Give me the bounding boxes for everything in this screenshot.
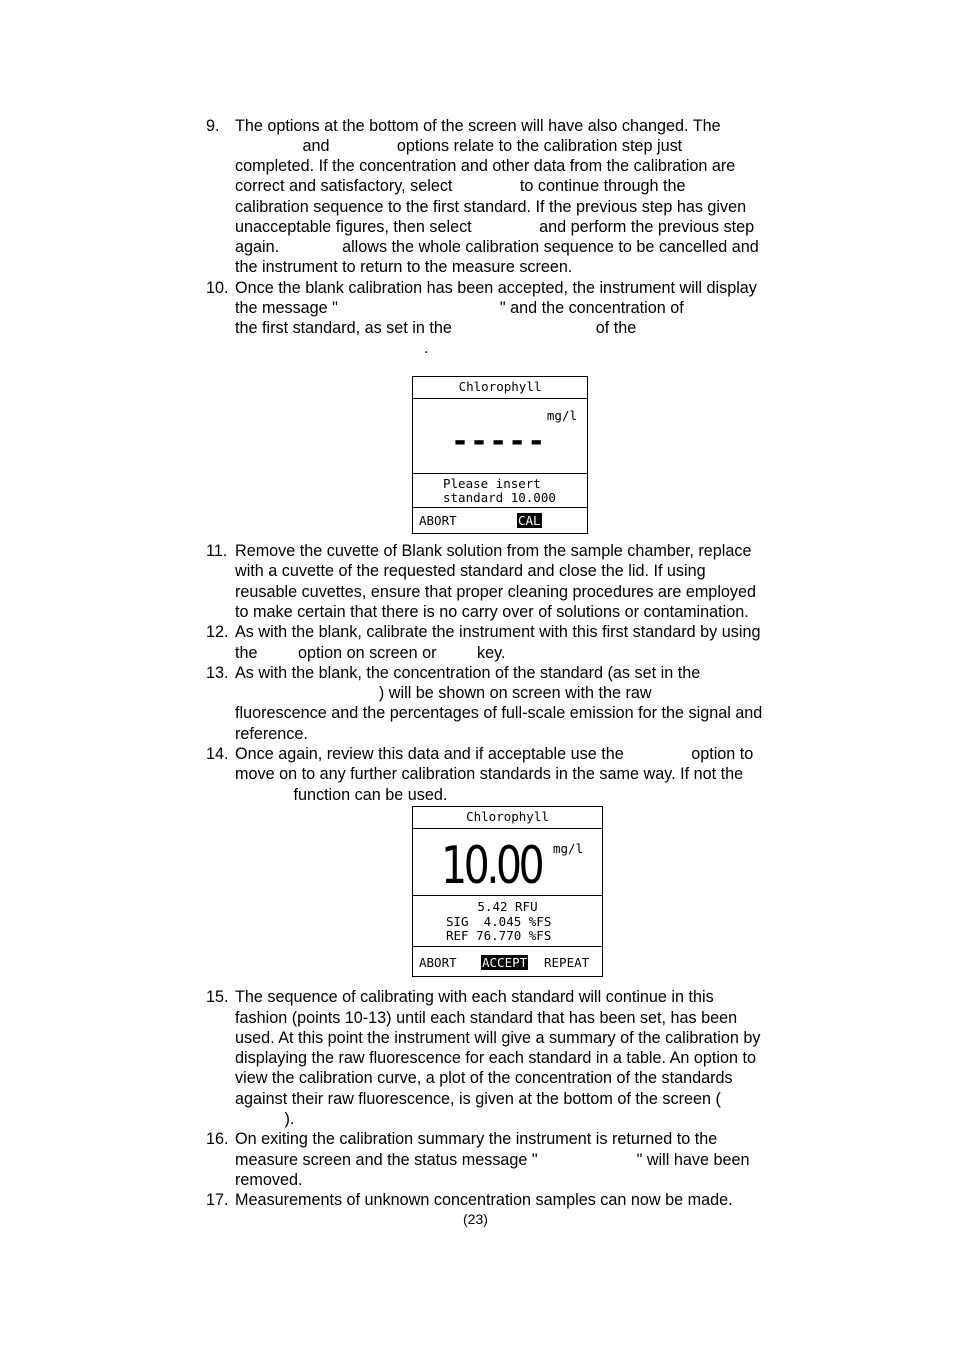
- lcd-screen-insert-standard: [412, 376, 588, 534]
- paragraph-line: again. allows the whole calibration sequence to be cancelled and: [235, 238, 759, 256]
- lcd-softkey-bar: [413, 508, 587, 532]
- item-number: 9.: [206, 117, 220, 135]
- paragraph-line: the instrument to return to the measure screen.: [235, 258, 573, 276]
- paragraph-line: Once the blank calibration has been accepted, the instrument will display: [235, 279, 757, 297]
- paragraph-line: reusable cuvettes, ensure that proper cleaning procedures are employed: [235, 583, 757, 601]
- lcd-value: -----: [451, 424, 547, 459]
- lcd-message: standard 10.000: [443, 490, 556, 505]
- paragraph-line: reference.: [235, 725, 308, 743]
- lcd-unit: mg/l: [553, 841, 584, 856]
- paragraph-line: the option on screen or key.: [235, 644, 506, 662]
- lcd-title-bar: [413, 807, 602, 829]
- lcd-reading-area: [413, 829, 602, 896]
- paragraph-line: The options at the bottom of the screen will have also changed. The: [235, 117, 721, 135]
- item-number: 17.: [206, 1191, 229, 1209]
- page-number: (23): [463, 1211, 488, 1227]
- softkey-cal-label: CAL: [518, 513, 541, 528]
- lcd-signal: SIG 4.045 %FS: [446, 914, 552, 929]
- item-number: 13.: [206, 664, 229, 682]
- paragraph-line: As with the blank, the concentration of the standard (as set in the: [235, 664, 701, 682]
- paragraph-line: fluorescence and the percentages of full-scale emission for the signal and: [235, 704, 763, 722]
- paragraph-line: Remove the cuvette of Blank solution from the sample chamber, replace: [235, 542, 752, 560]
- softkey-repeat[interactable]: REPEAT: [544, 955, 590, 970]
- paragraph-line: the first standard, as set in the of the: [235, 319, 637, 337]
- softkey-accept-label: ACCEPT: [482, 955, 528, 970]
- lcd-title: Chlorophyll: [458, 379, 542, 394]
- paragraph-line: view the calibration curve, a plot of the concentration of the standards: [235, 1069, 733, 1087]
- paragraph-line: fashion (points 10-13) until each standard that has been set, has been: [235, 1009, 738, 1027]
- lcd-softkey-bar: [413, 947, 602, 975]
- paragraph-line: ) will be shown on screen with the raw: [235, 684, 652, 702]
- paragraph-line: removed.: [235, 1171, 303, 1189]
- paragraph-line: calibration sequence to the first standard. If the previous step has given: [235, 198, 747, 216]
- paragraph-line: Once again, review this data and if acceptable use the option to: [235, 745, 754, 763]
- item-number: 15.: [206, 988, 229, 1006]
- paragraph-line: As with the blank, calibrate the instrument with this first standard by using: [235, 623, 761, 641]
- paragraph-line: unacceptable figures, then select and perform the previous step: [235, 218, 755, 236]
- lcd-title: Chlorophyll: [466, 809, 549, 824]
- paragraph-line: displaying the raw fluorescence for each standard in a table. An option to: [235, 1049, 757, 1067]
- softkey-accept[interactable]: [481, 956, 528, 970]
- softkey-abort[interactable]: ABORT: [419, 513, 457, 528]
- item-number: 10.: [206, 279, 229, 297]
- paragraph-line: function can be used.: [235, 786, 448, 804]
- paragraph-line: correct and satisfactory, select to continue through the: [235, 177, 686, 195]
- item-number: 16.: [206, 1130, 229, 1148]
- lcd-status-area: [413, 896, 602, 947]
- paragraph-line: and options relate to the calibration step just: [235, 137, 683, 155]
- paragraph-line: measure screen and the status message " " will have been: [235, 1151, 750, 1169]
- lcd-rfu: 5.42 RFU: [477, 899, 538, 914]
- lcd-status-area: [413, 474, 587, 508]
- paragraph-line: to make certain that there is no carry over of solutions or contamination.: [235, 603, 749, 621]
- paragraph-line: completed. If the concentration and other data from the calibration are: [235, 157, 736, 175]
- paragraph-line: Measurements of unknown concentration samples can now be made.: [235, 1191, 733, 1209]
- paragraph-line: move on to any further calibration standards in the same way. If not the: [235, 765, 744, 783]
- paragraph-line: On exiting the calibration summary the instrument is returned to the: [235, 1130, 718, 1148]
- lcd-reading-area: [413, 399, 587, 474]
- paragraph-line: .: [235, 339, 429, 357]
- lcd-screen-calibration-result: [412, 806, 603, 977]
- softkey-cal[interactable]: [517, 514, 542, 528]
- paragraph-line: against their raw fluorescence, is given at the bottom of the screen (: [235, 1090, 721, 1108]
- lcd-unit: mg/l: [546, 408, 577, 423]
- paragraph-line: with a cuvette of the requested standard and close the lid. If using: [235, 562, 706, 580]
- paragraph-line: used. At this point the instrument will give a summary of the calibration by: [235, 1029, 761, 1047]
- lcd-value: 10.00: [441, 836, 542, 896]
- lcd-message: Please insert: [443, 476, 541, 491]
- lcd-title-bar: [413, 377, 587, 399]
- softkey-abort[interactable]: ABORT: [419, 955, 457, 970]
- item-number: 12.: [206, 623, 229, 641]
- paragraph-line: the message " " and the concentration of: [235, 299, 684, 317]
- item-number: 11.: [206, 542, 228, 560]
- paragraph-line: ).: [235, 1110, 295, 1128]
- lcd-reference: REF 76.770 %FS: [446, 928, 552, 943]
- paragraph-line: The sequence of calibrating with each standard will continue in this: [235, 988, 714, 1006]
- item-number: 14.: [206, 745, 229, 763]
